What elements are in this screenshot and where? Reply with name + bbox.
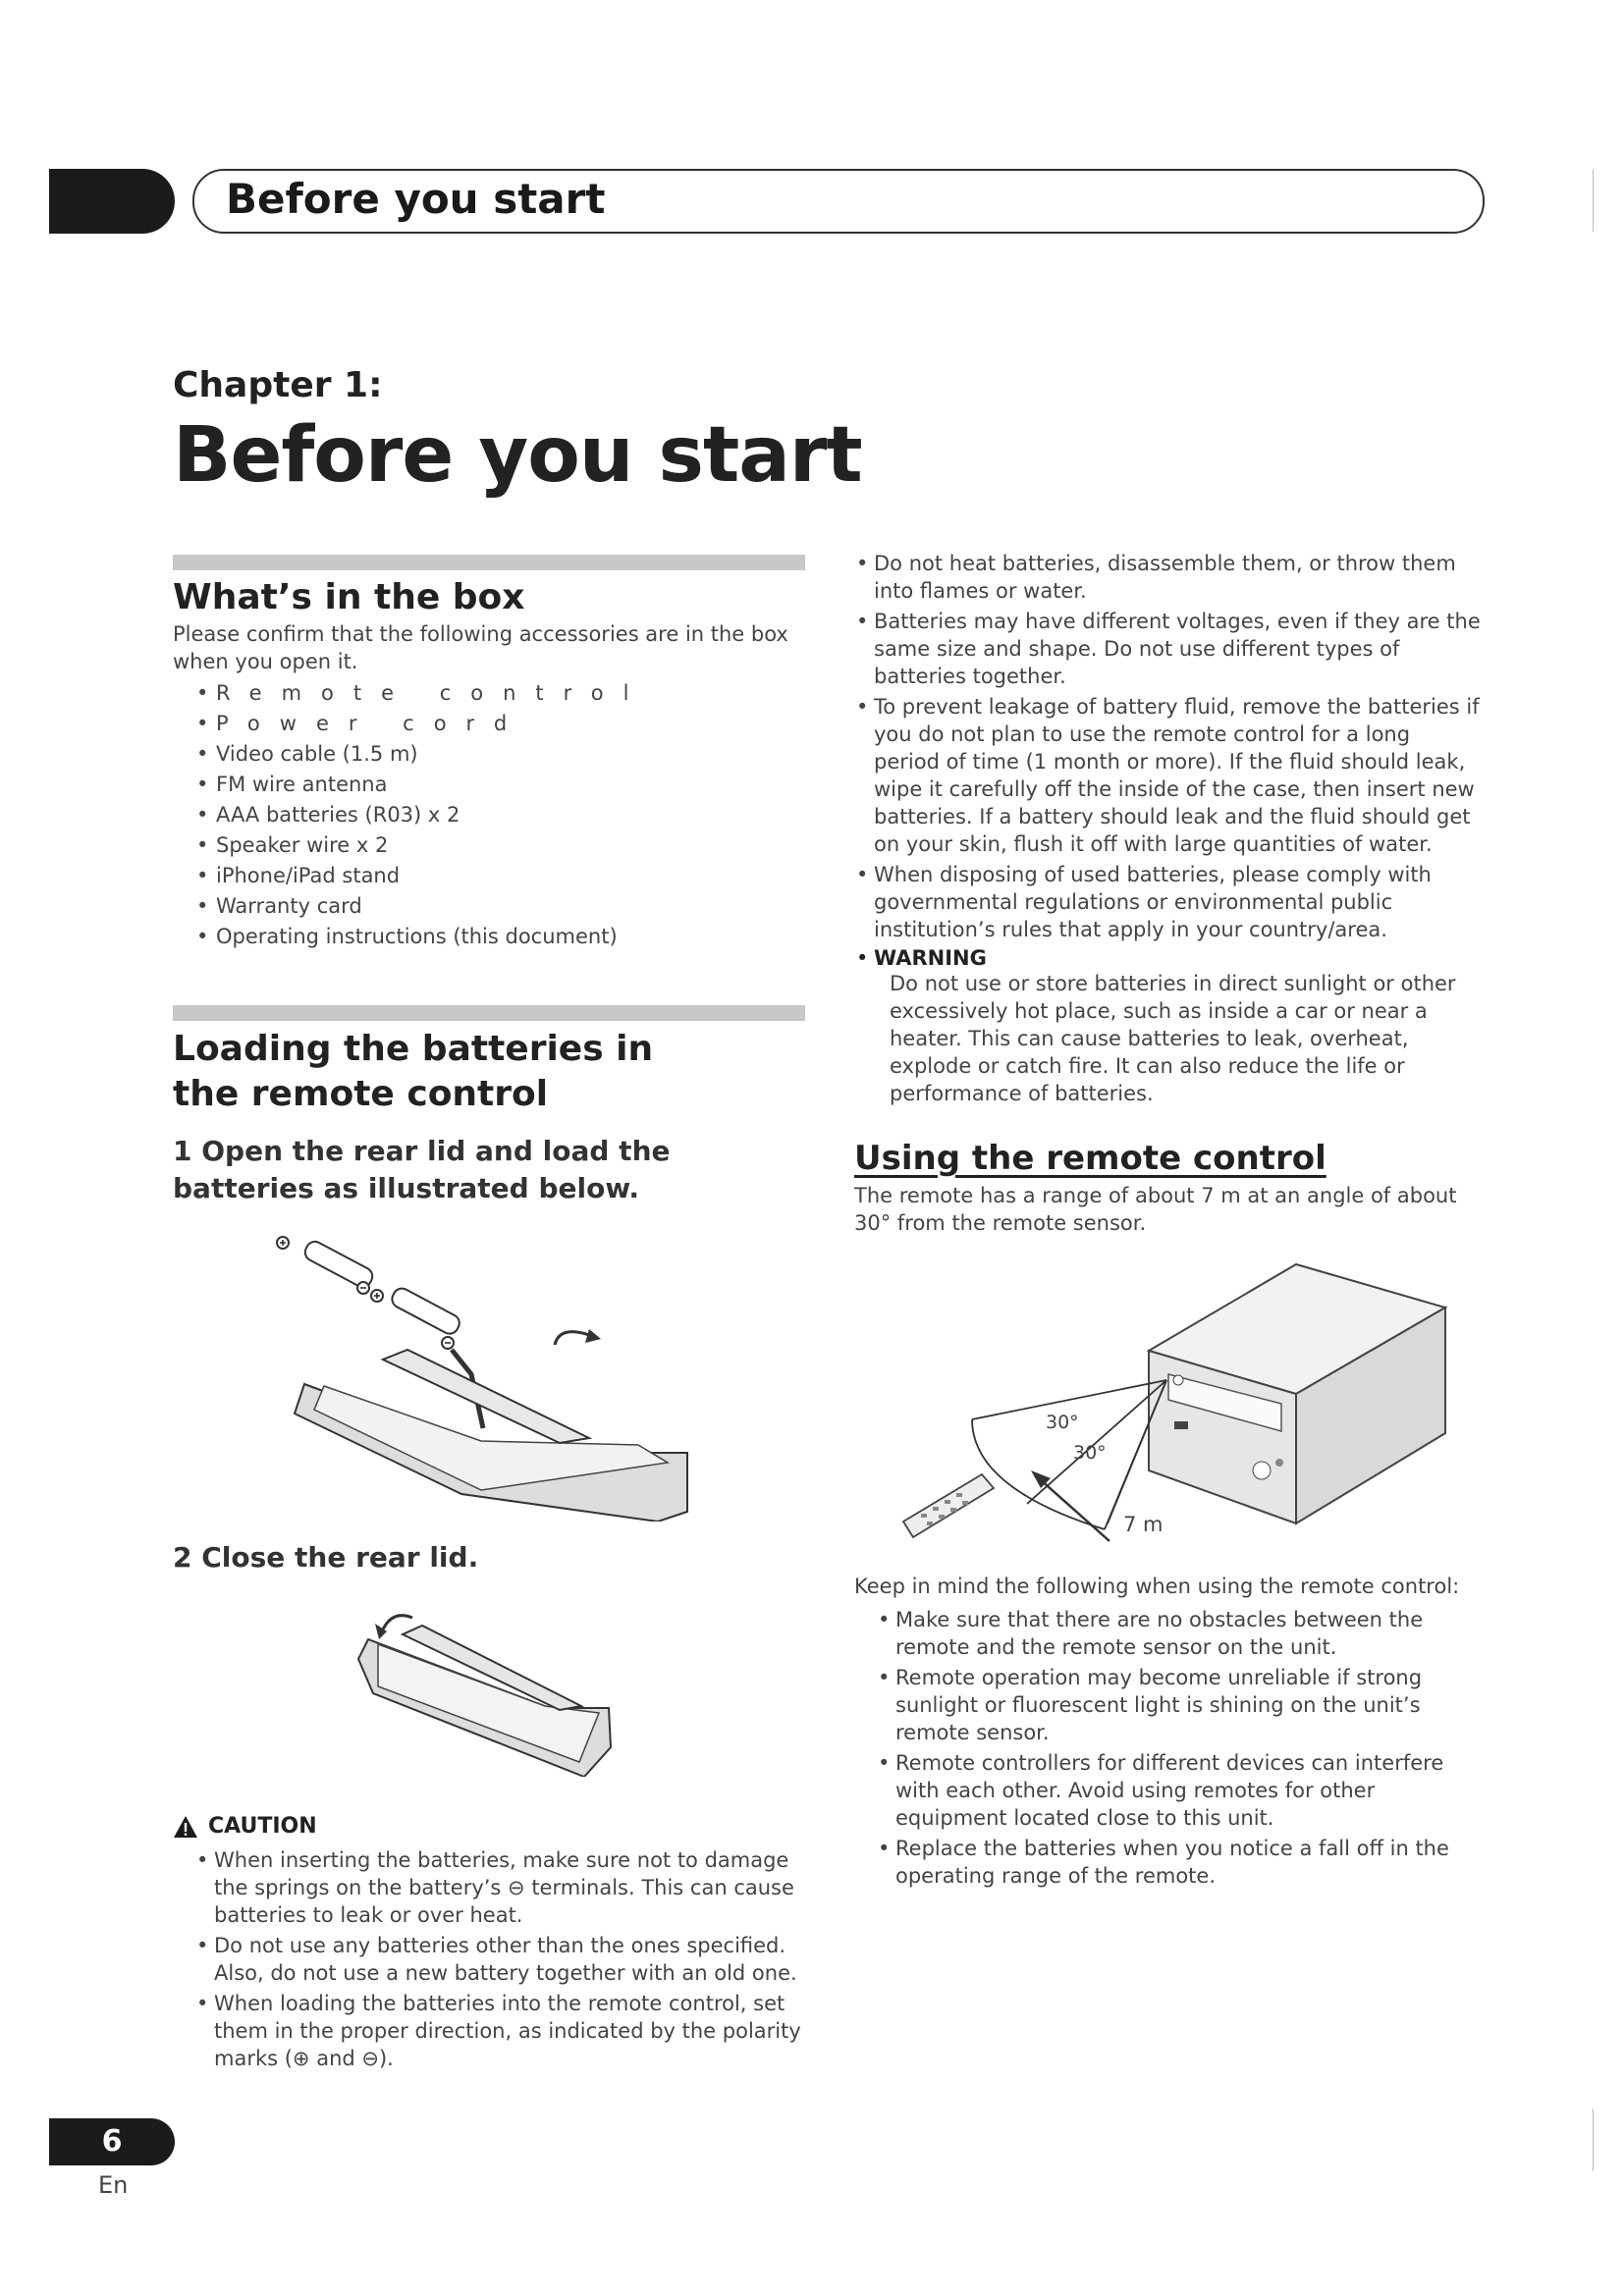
- chapter-label: Chapter 1:: [173, 365, 383, 405]
- list-item: • Make sure that there are no obstacles between the remote and the remote sensor on the unit.: [874, 1606, 1483, 1661]
- list-item: • Remote operation may become unreliable if strong sunlight or fluorescent light is shining on the unit’s remote sensor.: [874, 1664, 1483, 1746]
- warning-triangle-icon: [173, 1815, 198, 1839]
- list-item: • When inserting the batteries, make sure not to damage the springs on the battery’s ⊖ terminals. This can cause batteries to leak or over heat.: [192, 1846, 805, 1929]
- accessory-list: [173, 679, 805, 950]
- keep-in-mind: Keep in mind the following when using the remote control:: [854, 1575, 1460, 1598]
- angle-label-top: 30°: [1046, 1412, 1079, 1433]
- list-item: • AAA batteries (R03) x 2: [173, 801, 805, 828]
- list-item: • Replace the batteries when you notice a fall off in the operating range of the remote.: [874, 1835, 1483, 1890]
- range-label: 7 m: [1123, 1513, 1164, 1536]
- using-remote-intro: The remote has a range of about 7 m at an angle of about 30° from the remote sensor.: [854, 1184, 1457, 1235]
- battery-insert-illustration: [265, 1227, 717, 1522]
- section-loading-batteries: [173, 1027, 805, 1207]
- step-2: 2 Close the rear lid.: [173, 1541, 479, 1574]
- list-item: • To prevent leakage of battery fluid, remove the batteries if you do not plan to use the remote control for a long period of time (1 month or more). If the fluid should leak, wipe it carefully off the inside of the case, then insert new batteries. If a battery should leak and the fluid should get on your skin, flush it off with large quantities of water.: [852, 693, 1481, 858]
- list-item: • Do not use any batteries other than the ones specified. Also, do not use a new battery together with an old one.: [192, 1932, 805, 1987]
- list-item: • Remote controllers for different devices can interfere with each other. Avoid using remotes for other equipment located close to this unit.: [874, 1749, 1483, 1832]
- section-rule-box: [173, 555, 805, 570]
- remote-range-diagram: [884, 1256, 1473, 1571]
- caution-label: CAUTION: [208, 1814, 317, 1839]
- whats-in-box-heading: What’s in the box: [173, 577, 525, 617]
- list-item: • FM wire antenna: [173, 771, 805, 798]
- header-title: Before you start: [226, 175, 606, 223]
- battery-notes-list: [852, 550, 1481, 943]
- list-item: • When disposing of used batteries, please comply with governmental regulations or environmental public institution’s rules that apply in your country/area.: [852, 861, 1481, 943]
- language-code: En: [98, 2171, 129, 2199]
- caution-section: [173, 1814, 805, 2075]
- header-tab: [49, 169, 175, 234]
- caution-header: [173, 1814, 805, 1839]
- edge-mark-bottom: [1593, 2109, 1594, 2171]
- list-item: • Do not heat batteries, disassemble them, or throw them into flames or water.: [852, 550, 1481, 605]
- caution-list: [173, 1846, 805, 2072]
- page-number: 6: [101, 2124, 123, 2159]
- warning-label: WARNING: [874, 946, 987, 970]
- list-item: • Speaker wire x 2: [173, 831, 805, 859]
- loading-heading: Loading the batteries in the remote control: [173, 1029, 654, 1114]
- chapter-title: Before you start: [173, 411, 862, 500]
- close-lid-illustration: [353, 1600, 619, 1777]
- list-item: • When loading the batteries into the remote control, set them in the proper direction, as indicated by the polarity marks (⊕ and ⊖).: [192, 1990, 805, 2072]
- remote-tips-list: [854, 1606, 1483, 1890]
- section-rule-loading: [173, 1005, 805, 1021]
- list-item: • Operating instructions (this document): [173, 923, 805, 950]
- edge-mark-top: [1593, 169, 1594, 232]
- list-item: • Power cord: [173, 710, 805, 737]
- list-item: • Warranty card: [173, 892, 805, 920]
- list-item: • Batteries may have different voltages, even if they are the same size and shape. Do not use different types of batteries together.: [852, 608, 1481, 690]
- section-whats-in-box: [173, 575, 805, 953]
- list-item: • Video cable (1.5 m): [173, 740, 805, 768]
- whats-in-box-intro: Please confirm that the following accessories are in the box when you open it.: [173, 622, 788, 673]
- remote-tips: [854, 1573, 1483, 1893]
- angle-label-bottom: 30°: [1073, 1442, 1107, 1464]
- battery-notes: [852, 550, 1481, 1107]
- warning-text: Do not use or store batteries in direct sunlight or other excessively hot place, such as inside a car or near a heater. This can cause batteries to leak, overheat, explode or catch fire. It can also reduce the life or performance of batteries.: [890, 972, 1456, 1105]
- list-item: • iPhone/iPad stand: [173, 862, 805, 889]
- section-using-remote: [854, 1139, 1483, 1237]
- section-step-2: [173, 1539, 805, 1576]
- step-1: 1 Open the rear lid and load the batteries as illustrated below.: [173, 1135, 671, 1204]
- using-remote-heading: Using the remote control: [854, 1139, 1326, 1178]
- warning-block: • WARNING Do not use or store batteries in direct sunlight or other excessively hot place, such as inside a car or near a heater. This can cause batteries to leak, overheat, explode or catch fire. It can also reduce the life or performance of batteries.: [852, 946, 1481, 1107]
- list-item: • Remote control: [173, 679, 805, 707]
